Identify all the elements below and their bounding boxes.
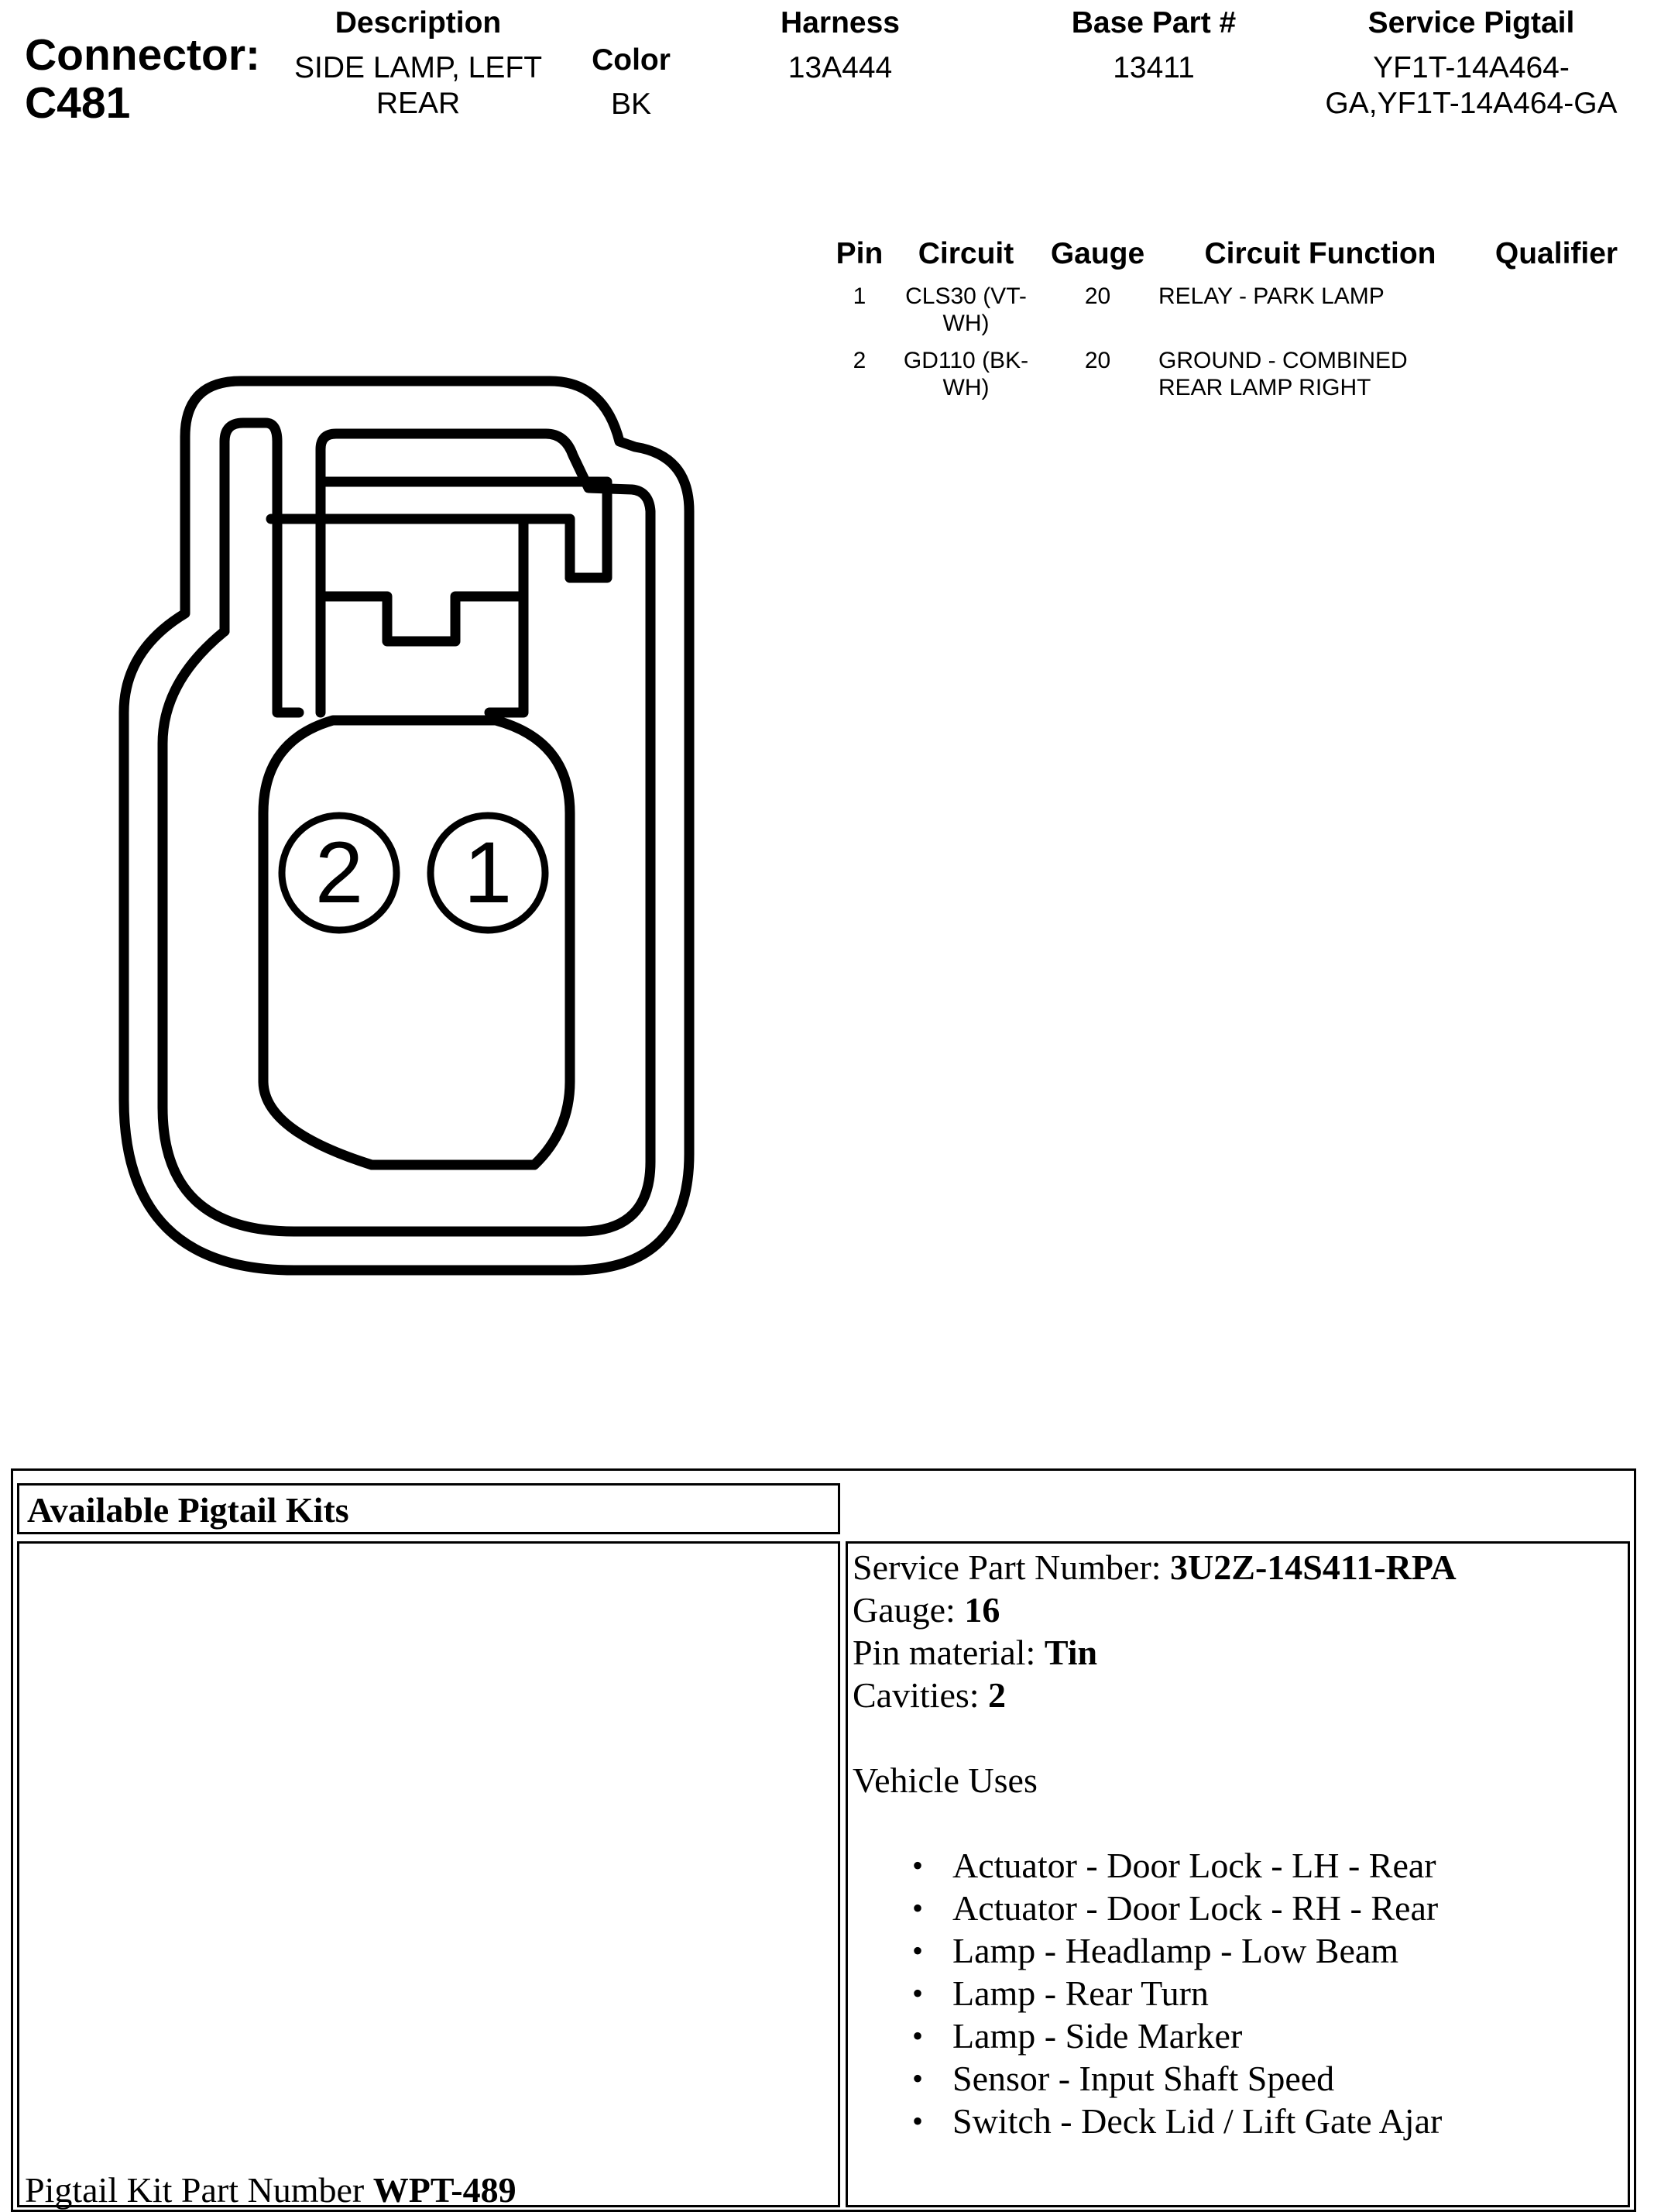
vehicle-use-item: • Lamp - Side Marker bbox=[912, 2014, 1457, 2057]
connector-id: C481 bbox=[25, 78, 131, 128]
color-label: Color bbox=[592, 43, 671, 77]
pigtail-kits-header-spacer bbox=[842, 1483, 1630, 1534]
pin-column-header: Pin bbox=[836, 237, 884, 270]
vehicle-uses-list bbox=[912, 1844, 1457, 2142]
color-value: BK bbox=[610, 88, 652, 121]
gauge-column-header: Gauge bbox=[1050, 237, 1145, 270]
pin-label-2: 2 bbox=[314, 824, 364, 921]
service-pigtail-value: YF1T-14A464-GA,YF1T-14A464-GA bbox=[1325, 51, 1618, 120]
cavities: Cavities: 2 bbox=[853, 1675, 1007, 1715]
circuit-code: GD110 (BK-WH) bbox=[903, 348, 1029, 400]
vehicle-use-item: • Actuator - Door Lock - RH - Rear bbox=[912, 1887, 1457, 1929]
pigtail-kits-header-cell bbox=[17, 1483, 840, 1534]
service-pigtail-label: Service Pigtail bbox=[1367, 6, 1575, 40]
vehicle-use-item: • Actuator - Door Lock - LH - Rear bbox=[912, 1844, 1457, 1887]
pin-number: 2 bbox=[853, 348, 866, 373]
qualifier-column-header: Qualifier bbox=[1494, 237, 1618, 270]
service-part-value: 3U2Z-14S411-RPA bbox=[1170, 1547, 1457, 1587]
circuit-code: CLS30 (VT-WH) bbox=[905, 283, 1027, 336]
vehicle-use-item: • Sensor - Input Shaft Speed bbox=[912, 2057, 1457, 2100]
vehicle-use-item: • Lamp - Headlamp - Low Beam bbox=[912, 1929, 1457, 1972]
connector-face-diagram bbox=[0, 0, 774, 1332]
description-label: Description bbox=[335, 6, 502, 40]
base-part-value: 13411 bbox=[1113, 51, 1195, 84]
pigtail-kit-value: WPT-489 bbox=[372, 2170, 516, 2210]
vehicle-use-item: • Switch - Deck Lid / Lift Gate Ajar bbox=[912, 2100, 1457, 2142]
base-part-label: Base Part # bbox=[1071, 6, 1237, 40]
pigtail-kits-header: Available Pigtail Kits bbox=[27, 1490, 349, 1530]
service-part-number: Service Part Number: 3U2Z-14S411-RPA bbox=[853, 1547, 1457, 1587]
harness-label: Harness bbox=[781, 6, 900, 40]
cavities-value: 2 bbox=[988, 1675, 1007, 1715]
circuit-column-header: Circuit bbox=[918, 237, 1014, 270]
wire-gauge: 20 bbox=[1084, 283, 1111, 309]
pigtail-kit-cell bbox=[17, 1541, 840, 2210]
pin-material: Pin material: Tin bbox=[853, 1633, 1098, 1672]
connector-housing-outline bbox=[124, 381, 689, 1270]
service-part-cell bbox=[846, 1541, 1630, 2207]
vehicle-uses-label: Vehicle Uses bbox=[853, 1760, 1038, 1800]
pigtail-kit-part-number bbox=[25, 2169, 516, 2211]
pin-label-1: 1 bbox=[463, 824, 513, 921]
service-gauge-value: 16 bbox=[964, 1590, 1000, 1630]
service-gauge: Gauge: 16 bbox=[853, 1590, 1000, 1630]
circuit-function: GROUND - COMBINED REAR LAMP RIGHT bbox=[1158, 348, 1408, 400]
pigtail-kit-label: Pigtail Kit Part Number bbox=[25, 2170, 373, 2210]
wire-gauge: 20 bbox=[1084, 348, 1111, 373]
vehicle-use-item: • Lamp - Rear Turn bbox=[912, 1972, 1457, 2014]
description-value: SIDE LAMP, LEFT REAR bbox=[293, 51, 543, 120]
pin-number: 1 bbox=[853, 283, 866, 309]
harness-value: 13A444 bbox=[788, 51, 893, 84]
circuit-function: RELAY - PARK LAMP bbox=[1158, 283, 1385, 309]
pin-material-value: Tin bbox=[1044, 1633, 1098, 1672]
circuit-function-column-header: Circuit Function bbox=[1204, 237, 1436, 270]
connector-label: Connector: bbox=[25, 30, 260, 80]
